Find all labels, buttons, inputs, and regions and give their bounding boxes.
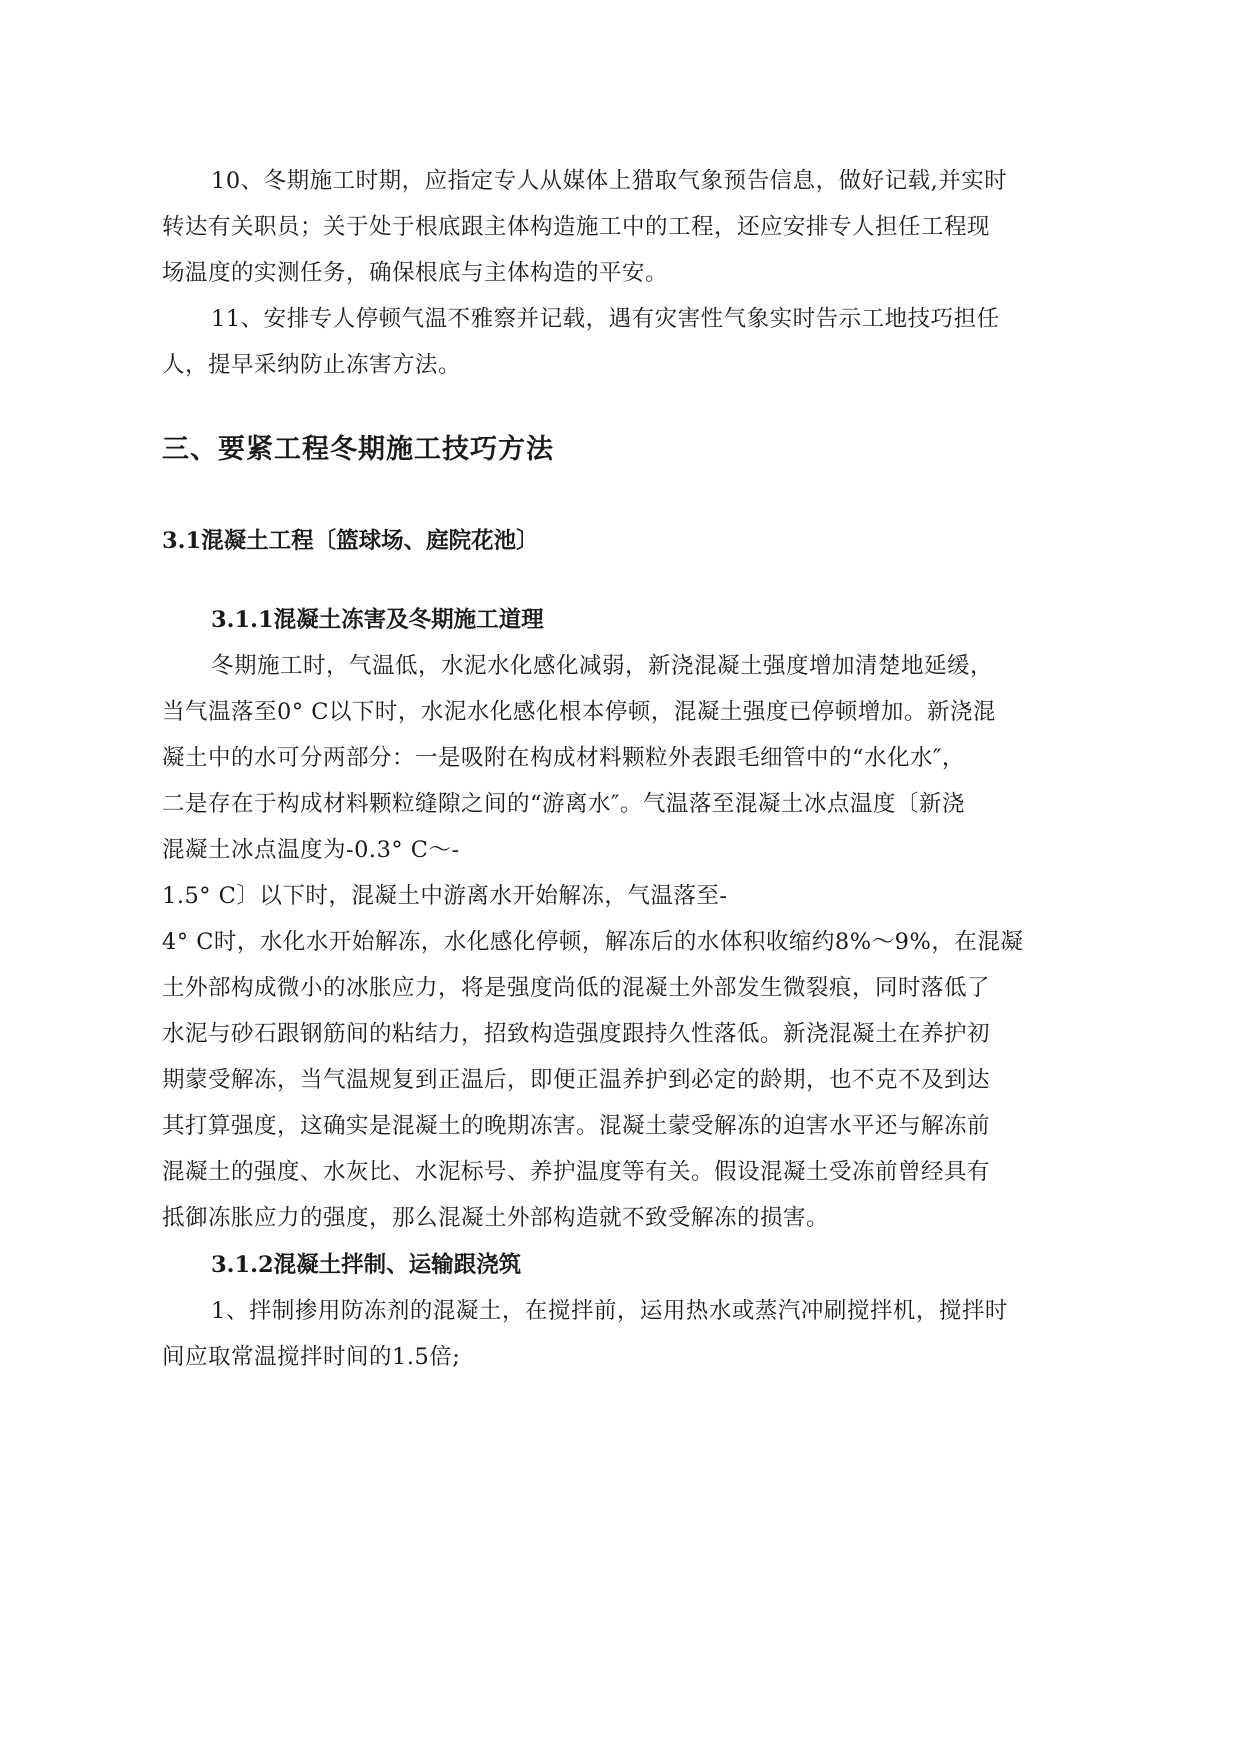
concrete-paragraph-line-5: 混凝土冰点温度为-0.3° C～- [162,837,460,863]
section-3-1-heading: 3.1混凝土工程〔篮球场、庭院花池〕 [162,528,539,554]
paragraph-11-line-2: 人，提早采纳防止冻害方法。 [162,352,462,378]
concrete-paragraph-line-4: 二是存在于构成材料颗粒缝隙之间的“游离水″。气温落至混凝土冰点温度〔新浇 [162,791,965,817]
concrete-paragraph-line-13: 抵御冻胀应力的强度，那么混凝土外部构造就不致受解冻的损害。 [162,1205,830,1231]
concrete-paragraph-line-10: 期蒙受解冻，当气温规复到正温后，即便正温养护到必定的龄期，也不克不及到达 [162,1067,991,1093]
paragraph-10-line-1: 10、冬期施工时期，应指定专人从媒体上猎取气象预告信息，做好记载,并实时 [211,168,1008,194]
section-3-1-1-heading: 3.1.1混凝土冻害及冬期施工道理 [211,607,544,633]
concrete-paragraph-line-7: 4° C时，水化水开始解冻，水化感化停顿，解冻后的水体积收缩约8%～9%，在混凝 [162,929,1024,955]
mixing-paragraph-line-2: 间应取常温搅拌时间的1.5倍; [162,1344,461,1370]
concrete-paragraph-line-9: 水泥与砂石跟钢筋间的粘结力，招致构造强度跟持久性落低。新浇混凝土在养护初 [162,1021,991,1047]
concrete-paragraph-line-3: 凝土中的水可分两部分：一是吸附在构成材料颗粒外表跟毛细管中的“水化水″， [162,745,965,771]
mixing-paragraph-line-1: 1、拌制掺用防冻剂的混凝土，在搅拌前，运用热水或蒸汽冲刷搅拌机，搅拌时 [211,1298,1008,1324]
paragraph-10-line-3: 场温度的实测任务，确保根底与主体构造的平安。 [162,260,669,286]
paragraph-11-line-1: 11、安排专人停顿气温不雅察并记载，遇有灾害性气象实时告示工地技巧担任 [211,306,1000,332]
section-3-1-2-heading: 3.1.2混凝土拌制、运输跟浇筑 [211,1252,522,1278]
section-3-heading: 三、要紧工程冬期施工技巧方法 [162,434,554,465]
concrete-paragraph-line-8: 土外部构成微小的冰胀应力，将是强度尚低的混凝土外部发生微裂痕，同时落低了 [162,975,991,1001]
concrete-paragraph-line-2: 当气温落至0° C以下时，水泥水化感化根本停顿，混凝土强度已停顿增加。新浇混 [162,699,996,725]
concrete-paragraph-line-11: 其打算强度，这确实是混凝土的晚期冻害。混凝土蒙受解冻的迫害水平还与解冻前 [162,1113,991,1139]
concrete-paragraph-line-1: 冬期施工时，气温低，水泥水化感化减弱，新浇混凝土强度增加清楚地延缓， [211,653,994,679]
paragraph-10-line-2: 转达有关职员；关于处于根底跟主体构造施工中的工程，还应安排专人担任工程现 [162,214,991,240]
concrete-paragraph-line-12: 混凝土的强度、水灰比、水泥标号、养护温度等有关。假设混凝土受冻前曾经具有 [162,1159,991,1185]
concrete-paragraph-line-6: 1.5° C〕以下时，混凝土中游离水开始解冻，气温落至- [162,883,728,909]
